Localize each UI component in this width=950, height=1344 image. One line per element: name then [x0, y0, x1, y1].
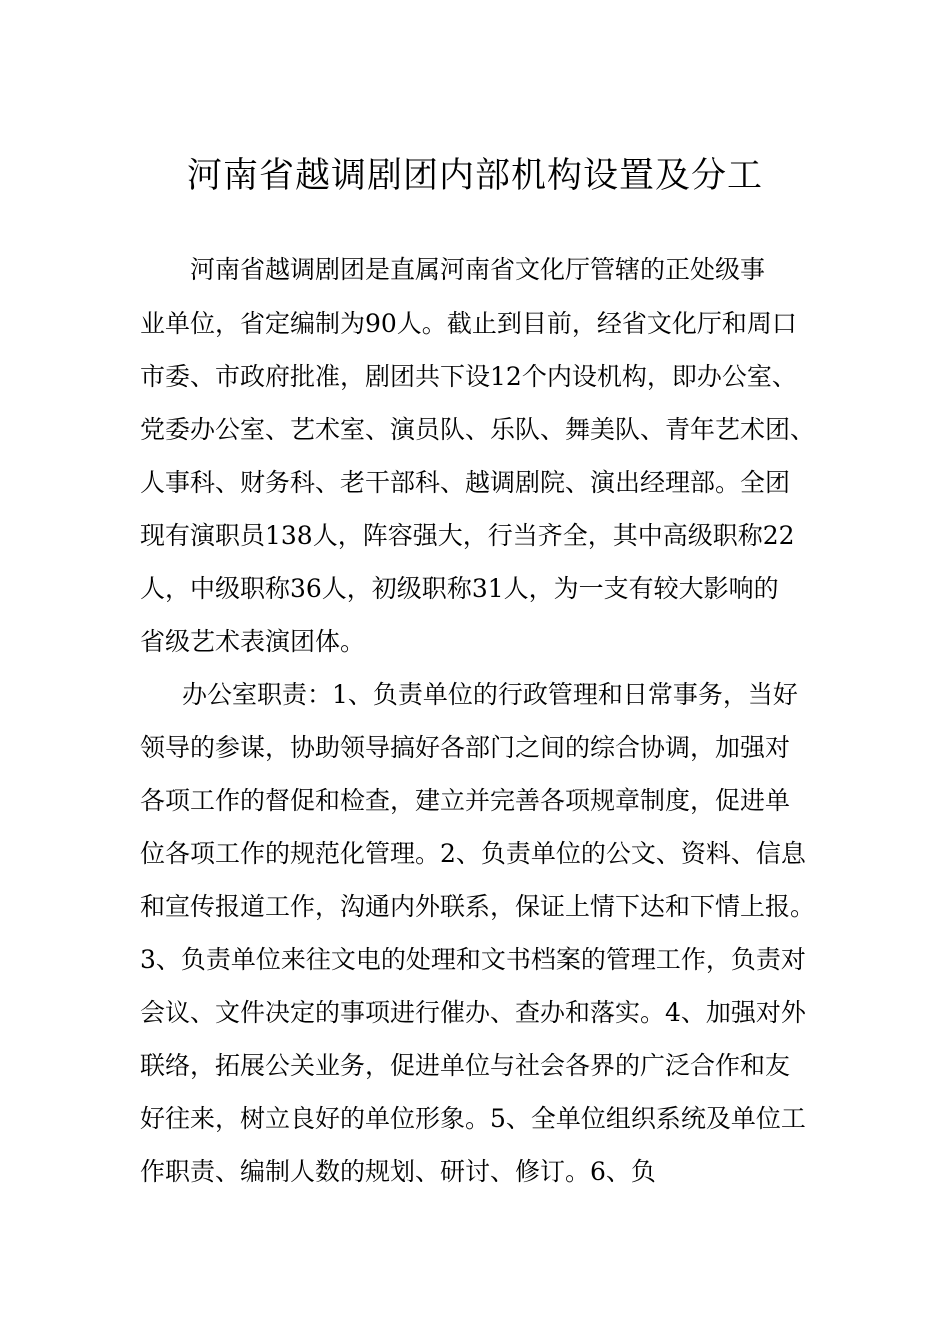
body-line: 市委、市政府批准，剧团共下设12个内设机构，即办公室、 — [140, 362, 797, 391]
body-line: 省级艺术表演团体。 — [140, 627, 366, 656]
body-line: 人事科、财务科、老干部科、越调剧院、演出经理部。全团 — [140, 468, 791, 497]
body-line: 人，中级职称36人，初级职称31人，为一支有较大影响的 — [140, 574, 779, 603]
body-line: 河南省越调剧团是直属河南省文化厅管辖的正处级事 — [190, 255, 766, 284]
body-line: 各项工作的督促和检查，建立并完善各项规章制度，促进单 — [140, 786, 791, 815]
body-line: 办公室职责：1、负责单位的行政管理和日常事务，当好 — [182, 680, 798, 709]
body-line: 位各项工作的规范化管理。2、负责单位的公文、资料、信息 — [140, 839, 806, 868]
body-line: 会议、文件决定的事项进行催办、查办和落实。4、加强对外 — [140, 998, 806, 1027]
body-line: 现有演职员138人，阵容强大，行当齐全，其中高级职称22 — [140, 521, 795, 550]
body-line: 领导的参谋，协助领导搞好各部门之间的综合协调，加强对 — [140, 733, 791, 762]
body-line: 作职责、编制人数的规划、研讨、修订。6、负 — [140, 1157, 656, 1186]
body-line: 和宣传报道工作，沟通内外联系，保证上情下达和下情上报。 — [140, 892, 816, 921]
body-line: 联络，拓展公关业务，促进单位与社会各界的广泛合作和友 — [140, 1051, 791, 1080]
body-line: 业单位，省定编制为90人。截止到目前，经省文化厅和周口 — [140, 309, 797, 338]
body-line: 好往来，树立良好的单位形象。5、全单位组织系统及单位工 — [140, 1104, 806, 1133]
body-line: 3、负责单位来往文电的处理和文书档案的管理工作，负责对 — [140, 945, 806, 974]
document-title: 河南省越调剧团内部机构设置及分工 — [186, 156, 763, 196]
body-line: 党委办公室、艺术室、演员队、乐队、舞美队、青年艺术团、 — [140, 415, 816, 444]
